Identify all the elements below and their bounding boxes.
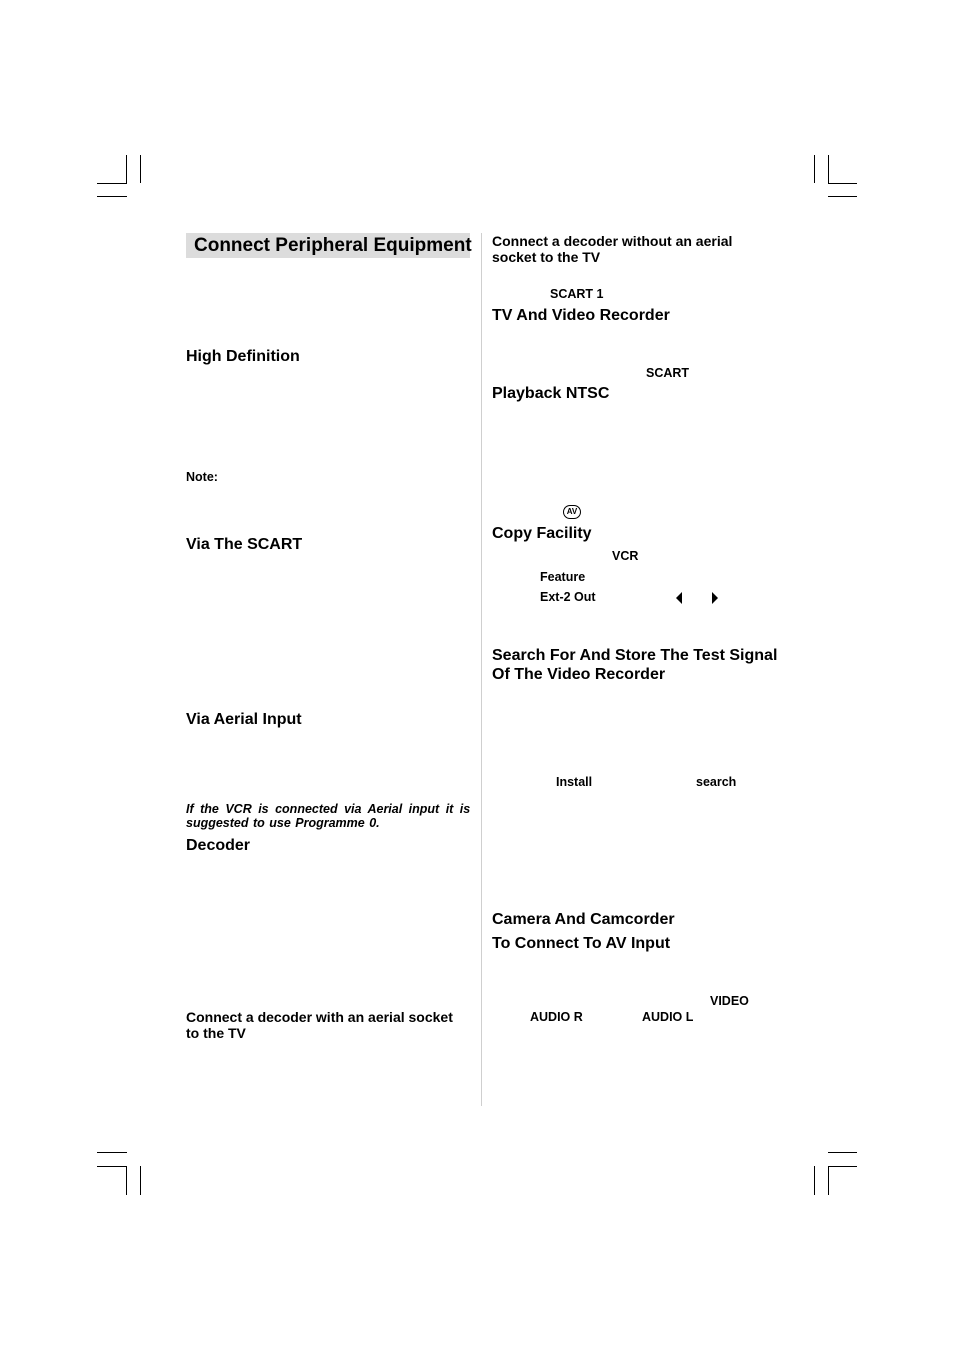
heading-tv-video-recorder: TV And Video Recorder: [492, 307, 670, 324]
heading-high-definition: High Definition: [186, 348, 300, 365]
column-divider: [481, 233, 482, 1106]
heading-search-store-line-2: Of The Video Recorder: [492, 666, 666, 683]
vcr-note-line-1: If the VCR is connected via Aerial input it is: [186, 802, 471, 816]
install-label: Install: [556, 775, 593, 789]
heading-decoder-no-aerial-line-2: socket to the TV: [492, 249, 601, 265]
heading-decoder-aerial-line-2: to the TV: [186, 1025, 246, 1041]
video-label: VIDEO: [710, 994, 749, 1008]
ext2-out-label: Ext-2 Out: [540, 590, 596, 604]
search-label: search: [696, 775, 737, 789]
audio-l-label: AUDIO L: [642, 1010, 694, 1024]
av-button-icon: AV: [563, 505, 581, 519]
scart1-label: SCART 1: [550, 287, 604, 301]
heading-decoder-no-aerial-line-1: Connect a decoder without an aerial: [492, 233, 733, 249]
heading-playback-ntsc: Playback NTSC: [492, 385, 610, 402]
page-title: Connect Peripheral Equipment: [194, 235, 472, 256]
vcr-label: VCR: [612, 549, 639, 563]
heading-decoder: Decoder: [186, 837, 251, 854]
heading-via-scart: Via The SCART: [186, 536, 303, 553]
feature-label: Feature: [540, 570, 586, 584]
heading-camera-camcorder: Camera And Camcorder: [492, 911, 675, 928]
heading-copy-facility: Copy Facility: [492, 525, 592, 542]
scart-label: SCART: [646, 366, 690, 380]
heading-search-store-line-1: Search For And Store The Test Signal: [492, 647, 778, 664]
heading-via-aerial: Via Aerial Input: [186, 711, 302, 728]
heading-connect-av-input: To Connect To AV Input: [492, 935, 671, 952]
right-triangle-icon: [712, 592, 718, 604]
heading-decoder-aerial-line-1: Connect a decoder with an aerial socket: [186, 1009, 453, 1025]
vcr-note-line-2: suggested to use Programme 0.: [186, 816, 380, 830]
audio-r-label: AUDIO R: [530, 1010, 583, 1024]
note-label: Note:: [186, 470, 218, 484]
left-triangle-icon: [676, 592, 682, 604]
